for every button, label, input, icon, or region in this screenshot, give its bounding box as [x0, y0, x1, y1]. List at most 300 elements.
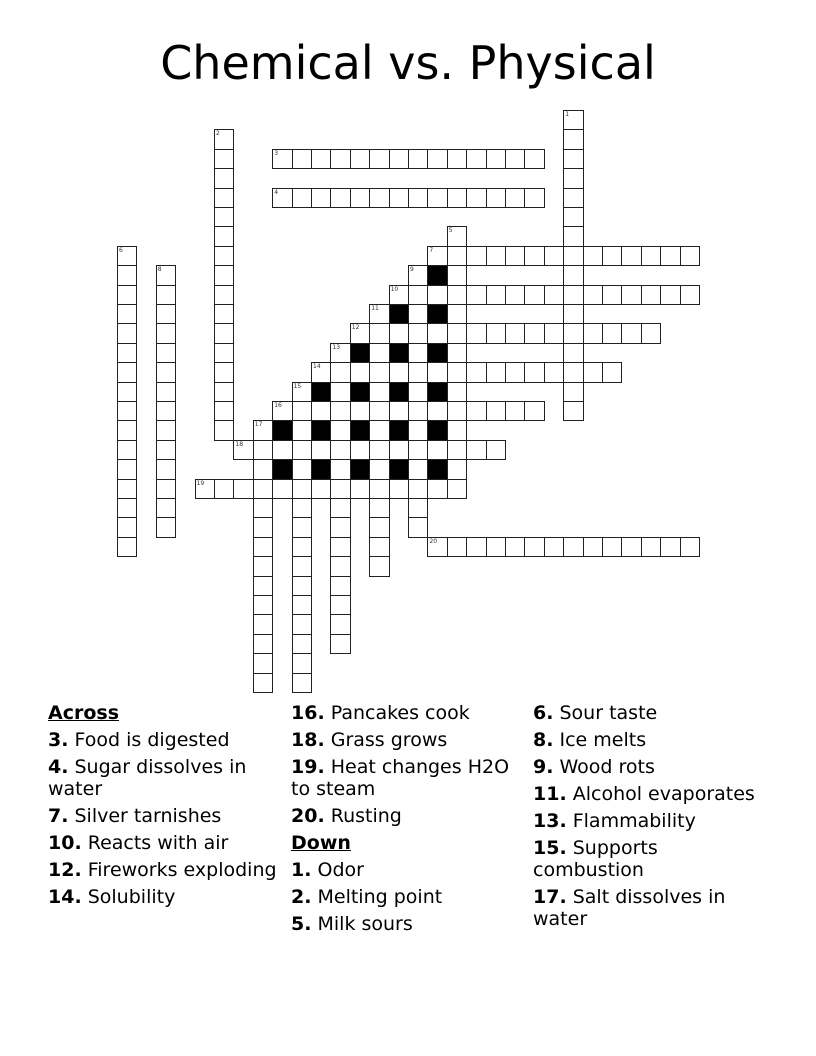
grid-cell[interactable]: [563, 207, 583, 227]
grid-cell[interactable]: [330, 634, 350, 654]
grid-cell[interactable]: [292, 576, 312, 596]
grid-cell[interactable]: [292, 382, 312, 402]
grid-cell[interactable]: [330, 149, 350, 169]
clue-text: Milk sours: [317, 913, 413, 935]
grid-cell[interactable]: [369, 401, 389, 421]
grid-cell[interactable]: [292, 517, 312, 537]
grid-cell[interactable]: [117, 362, 137, 382]
grid-cell[interactable]: [156, 517, 176, 537]
grid-cell[interactable]: [292, 498, 312, 518]
clue-number-label: 14: [313, 363, 321, 371]
grid-cell[interactable]: [427, 479, 447, 499]
grid-cell[interactable]: [330, 188, 350, 208]
grid-cell[interactable]: [389, 149, 409, 169]
grid-cell[interactable]: [389, 440, 409, 460]
grid-cell[interactable]: [253, 420, 273, 440]
grid-cell[interactable]: [466, 440, 486, 460]
grid-cell[interactable]: [292, 673, 312, 693]
grid-cell[interactable]: [272, 440, 292, 460]
grid-cell[interactable]: [408, 459, 428, 479]
grid-cell[interactable]: [408, 265, 428, 285]
grid-cell[interactable]: [563, 168, 583, 188]
grid-cell[interactable]: [447, 226, 467, 246]
grid-cell[interactable]: [486, 362, 506, 382]
grid-cell[interactable]: [369, 498, 389, 518]
grid-cell[interactable]: [408, 440, 428, 460]
grid-cell[interactable]: [641, 537, 661, 557]
grid-cell[interactable]: [369, 420, 389, 440]
grid-cell[interactable]: [272, 479, 292, 499]
grid-cell[interactable]: [272, 149, 292, 169]
clue-number: 16.: [291, 702, 325, 724]
grid-cell[interactable]: [311, 401, 331, 421]
grid-cell[interactable]: [602, 285, 622, 305]
grid-cell[interactable]: [389, 362, 409, 382]
grid-cell[interactable]: [292, 595, 312, 615]
grid-cell[interactable]: [330, 595, 350, 615]
grid-cell[interactable]: [330, 517, 350, 537]
grid-cell[interactable]: [486, 246, 506, 266]
grid-cell[interactable]: [253, 537, 273, 557]
grid-cell[interactable]: [408, 479, 428, 499]
grid-cell[interactable]: [350, 188, 370, 208]
grid-cell[interactable]: [117, 382, 137, 402]
black-cell: [427, 420, 447, 440]
grid-cell[interactable]: [524, 188, 544, 208]
grid-cell[interactable]: [117, 323, 137, 343]
grid-cell[interactable]: [292, 401, 312, 421]
grid-cell[interactable]: [641, 323, 661, 343]
grid-cell[interactable]: [292, 149, 312, 169]
grid-cell[interactable]: [486, 440, 506, 460]
grid-cell[interactable]: [389, 401, 409, 421]
grid-cell[interactable]: [156, 362, 176, 382]
grid-cell[interactable]: [621, 323, 641, 343]
grid-cell[interactable]: [156, 498, 176, 518]
grid-cell[interactable]: [505, 401, 525, 421]
grid-cell[interactable]: [350, 362, 370, 382]
grid-cell[interactable]: [330, 576, 350, 596]
grid-cell[interactable]: [524, 537, 544, 557]
grid-cell[interactable]: [369, 149, 389, 169]
grid-cell[interactable]: [253, 673, 273, 693]
clue-number-label: 11: [371, 305, 379, 312]
grid-cell[interactable]: [505, 323, 525, 343]
grid-cell[interactable]: [156, 323, 176, 343]
grid-cell[interactable]: [330, 401, 350, 421]
grid-cell[interactable]: [563, 382, 583, 402]
grid-cell[interactable]: [408, 323, 428, 343]
grid-cell[interactable]: [447, 323, 467, 343]
grid-cell[interactable]: [505, 285, 525, 305]
grid-cell[interactable]: [641, 285, 661, 305]
grid-cell[interactable]: [486, 285, 506, 305]
grid-cell[interactable]: [253, 556, 273, 576]
clue-number-label: 17: [254, 421, 263, 429]
grid-cell[interactable]: [350, 149, 370, 169]
grid-cell[interactable]: [466, 537, 486, 557]
clue-across-7: [48, 805, 278, 827]
grid-cell[interactable]: [117, 517, 137, 537]
grid-cell[interactable]: [350, 401, 370, 421]
grid-cell[interactable]: [253, 614, 273, 634]
grid-cell[interactable]: [350, 323, 370, 343]
grid-cell[interactable]: [214, 168, 234, 188]
grid-cell[interactable]: [214, 401, 234, 421]
grid-cell[interactable]: [389, 323, 409, 343]
grid-cell[interactable]: [447, 188, 467, 208]
clue-number: 15.: [533, 837, 567, 859]
clue-text: Reacts with air: [87, 832, 229, 854]
grid-cell[interactable]: [272, 401, 292, 421]
grid-cell[interactable]: [117, 401, 137, 421]
grid-cell[interactable]: [447, 343, 467, 363]
grid-cell[interactable]: [563, 323, 583, 343]
grid-cell[interactable]: [563, 343, 583, 363]
grid-cell[interactable]: [660, 537, 680, 557]
grid-cell[interactable]: [272, 188, 292, 208]
grid-cell[interactable]: [505, 246, 525, 266]
grid-cell[interactable]: [156, 459, 176, 479]
grid-cell[interactable]: [602, 537, 622, 557]
grid-cell[interactable]: [214, 382, 234, 402]
clue-number: 11.: [533, 783, 567, 805]
grid-cell[interactable]: [447, 479, 467, 499]
grid-cell[interactable]: [117, 420, 137, 440]
grid-cell[interactable]: [389, 188, 409, 208]
grid-cell[interactable]: [369, 537, 389, 557]
grid-cell[interactable]: [427, 401, 447, 421]
grid-cell[interactable]: [369, 440, 389, 460]
black-cell: [350, 420, 370, 440]
grid-cell[interactable]: [563, 265, 583, 285]
grid-cell[interactable]: [156, 304, 176, 324]
grid-cell[interactable]: [680, 537, 700, 557]
grid-cell[interactable]: [583, 362, 603, 382]
grid-cell[interactable]: [369, 304, 389, 324]
grid-cell[interactable]: [583, 246, 603, 266]
grid-cell[interactable]: [292, 614, 312, 634]
clue-number-label: 19: [196, 479, 205, 487]
grid-cell[interactable]: [117, 285, 137, 305]
grid-cell[interactable]: [117, 537, 137, 557]
grid-cell[interactable]: [214, 285, 234, 305]
grid-cell[interactable]: [311, 362, 331, 382]
grid-cell[interactable]: [117, 498, 137, 518]
grid-cell[interactable]: [408, 188, 428, 208]
grid-cell[interactable]: [408, 343, 428, 363]
grid-cell[interactable]: [621, 537, 641, 557]
grid-cell[interactable]: [214, 420, 234, 440]
grid-cell[interactable]: [427, 188, 447, 208]
grid-cell[interactable]: [447, 265, 467, 285]
clue-across-20: [291, 805, 521, 827]
grid-cell[interactable]: [292, 556, 312, 576]
grid-cell[interactable]: [408, 517, 428, 537]
grid-cell[interactable]: [505, 188, 525, 208]
grid-cell[interactable]: [292, 653, 312, 673]
grid-cell[interactable]: [524, 323, 544, 343]
grid-cell[interactable]: [330, 537, 350, 557]
grid-cell[interactable]: [253, 440, 273, 460]
grid-cell[interactable]: [292, 188, 312, 208]
grid-cell[interactable]: [602, 323, 622, 343]
grid-cell[interactable]: [253, 517, 273, 537]
grid-cell[interactable]: [524, 401, 544, 421]
grid-cell[interactable]: [311, 440, 331, 460]
clue-text: Fireworks exploding: [87, 859, 277, 881]
grid-cell[interactable]: [214, 246, 234, 266]
grid-cell[interactable]: [466, 323, 486, 343]
grid-cell[interactable]: [253, 498, 273, 518]
grid-cell[interactable]: [447, 401, 467, 421]
grid-cell[interactable]: [563, 401, 583, 421]
grid-cell[interactable]: [369, 556, 389, 576]
grid-cell[interactable]: [311, 479, 331, 499]
grid-cell[interactable]: [447, 537, 467, 557]
grid-cell[interactable]: [117, 479, 137, 499]
grid-cell[interactable]: [156, 265, 176, 285]
grid-cell[interactable]: [583, 285, 603, 305]
grid-cell[interactable]: [486, 401, 506, 421]
grid-cell[interactable]: [427, 246, 447, 266]
grid-cell[interactable]: [621, 285, 641, 305]
grid-cell[interactable]: [427, 440, 447, 460]
grid-cell[interactable]: [369, 323, 389, 343]
grid-cell[interactable]: [466, 285, 486, 305]
grid-cell[interactable]: [621, 246, 641, 266]
grid-cell[interactable]: [466, 401, 486, 421]
grid-cell[interactable]: [292, 440, 312, 460]
grid-cell[interactable]: [544, 246, 564, 266]
grid-cell[interactable]: [563, 246, 583, 266]
grid-cell[interactable]: [156, 343, 176, 363]
grid-cell[interactable]: [544, 323, 564, 343]
grid-cell[interactable]: [253, 576, 273, 596]
grid-cell[interactable]: [563, 226, 583, 246]
grid-cell[interactable]: [486, 323, 506, 343]
grid-cell[interactable]: [408, 285, 428, 305]
grid-cell[interactable]: [466, 246, 486, 266]
grid-cell[interactable]: [466, 188, 486, 208]
grid-cell[interactable]: [156, 285, 176, 305]
grid-cell[interactable]: [544, 285, 564, 305]
grid-cell[interactable]: [486, 537, 506, 557]
grid-cell[interactable]: [233, 479, 253, 499]
grid-cell[interactable]: [330, 343, 350, 363]
grid-cell[interactable]: [330, 498, 350, 518]
grid-cell[interactable]: [117, 343, 137, 363]
grid-cell[interactable]: [408, 420, 428, 440]
clues-column-3: [533, 702, 773, 935]
grid-cell[interactable]: [408, 362, 428, 382]
grid-cell[interactable]: [311, 188, 331, 208]
grid-cell[interactable]: [602, 362, 622, 382]
grid-cell[interactable]: [253, 634, 273, 654]
grid-cell[interactable]: [563, 110, 583, 130]
grid-cell[interactable]: [427, 537, 447, 557]
grid-cell[interactable]: [156, 479, 176, 499]
grid-cell[interactable]: [408, 304, 428, 324]
clue-number: 14.: [48, 886, 82, 908]
clue-down-9: [533, 756, 773, 778]
grid-cell[interactable]: [156, 401, 176, 421]
grid-cell[interactable]: [117, 304, 137, 324]
clue-down-11: [533, 783, 773, 805]
clue-number: 8.: [533, 729, 554, 751]
grid-cell[interactable]: [524, 285, 544, 305]
clue-across-3: [48, 729, 278, 751]
grid-cell[interactable]: [389, 285, 409, 305]
grid-cell[interactable]: [233, 440, 253, 460]
grid-cell[interactable]: [117, 440, 137, 460]
grid-cell[interactable]: [583, 537, 603, 557]
clue-across-19: [291, 756, 521, 800]
grid-cell[interactable]: [602, 246, 622, 266]
grid-cell[interactable]: [563, 285, 583, 305]
grid-cell[interactable]: [447, 420, 467, 440]
grid-cell[interactable]: [330, 420, 350, 440]
grid-cell[interactable]: [660, 285, 680, 305]
grid-cell[interactable]: [544, 362, 564, 382]
grid-cell[interactable]: [253, 653, 273, 673]
grid-cell[interactable]: [253, 479, 273, 499]
grid-cell[interactable]: [447, 362, 467, 382]
grid-cell[interactable]: [641, 246, 661, 266]
grid-cell[interactable]: [117, 246, 137, 266]
grid-cell[interactable]: [486, 188, 506, 208]
grid-cell[interactable]: [156, 420, 176, 440]
grid-cell[interactable]: [253, 459, 273, 479]
grid-cell[interactable]: [563, 129, 583, 149]
grid-cell[interactable]: [447, 246, 467, 266]
grid-cell[interactable]: [214, 188, 234, 208]
grid-cell[interactable]: [369, 343, 389, 363]
grid-cell[interactable]: [524, 362, 544, 382]
grid-cell[interactable]: [408, 401, 428, 421]
clue-across-4: [48, 756, 278, 800]
grid-cell[interactable]: [156, 440, 176, 460]
grid-cell[interactable]: [214, 226, 234, 246]
grid-cell[interactable]: [447, 285, 467, 305]
clue-number-label: 15: [293, 382, 302, 390]
grid-cell[interactable]: [505, 362, 525, 382]
grid-cell[interactable]: [680, 246, 700, 266]
grid-cell[interactable]: [330, 479, 350, 499]
grid-cell[interactable]: [330, 362, 350, 382]
clue-number-label: 8: [157, 266, 162, 274]
grid-cell[interactable]: [292, 420, 312, 440]
grid-cell[interactable]: [369, 188, 389, 208]
grid-cell[interactable]: [214, 343, 234, 363]
grid-cell[interactable]: [311, 149, 331, 169]
grid-cell[interactable]: [292, 634, 312, 654]
grid-cell[interactable]: [427, 285, 447, 305]
grid-cell[interactable]: [330, 614, 350, 634]
grid-cell[interactable]: [330, 382, 350, 402]
grid-cell[interactable]: [117, 459, 137, 479]
grid-cell[interactable]: [427, 149, 447, 169]
grid-cell[interactable]: [369, 479, 389, 499]
grid-cell[interactable]: [447, 440, 467, 460]
grid-cell[interactable]: [447, 149, 467, 169]
grid-cell[interactable]: [214, 207, 234, 227]
grid-cell[interactable]: [505, 537, 525, 557]
grid-cell[interactable]: [408, 149, 428, 169]
grid-cell[interactable]: [253, 595, 273, 615]
grid-cell[interactable]: [447, 304, 467, 324]
grid-cell[interactable]: [195, 479, 215, 499]
grid-cell[interactable]: [524, 246, 544, 266]
grid-cell[interactable]: [563, 149, 583, 169]
grid-cell[interactable]: [583, 323, 603, 343]
grid-cell[interactable]: [214, 323, 234, 343]
clue-number-label: 18: [235, 440, 244, 448]
grid-cell[interactable]: [369, 382, 389, 402]
grid-cell[interactable]: [214, 265, 234, 285]
grid-cell[interactable]: [214, 129, 234, 149]
grid-cell[interactable]: [369, 517, 389, 537]
grid-cell[interactable]: [292, 479, 312, 499]
clue-number: 12.: [48, 859, 82, 881]
grid-cell[interactable]: [447, 459, 467, 479]
grid-cell[interactable]: [156, 382, 176, 402]
grid-cell[interactable]: [427, 323, 447, 343]
clue-number-label: 7: [429, 246, 434, 254]
grid-cell[interactable]: [486, 149, 506, 169]
clue-number-label: 3: [274, 149, 279, 157]
grid-cell[interactable]: [563, 537, 583, 557]
grid-cell[interactable]: [427, 362, 447, 382]
grid-cell[interactable]: [350, 440, 370, 460]
grid-cell[interactable]: [214, 304, 234, 324]
clue-down-2: [291, 886, 521, 908]
grid-cell[interactable]: [214, 149, 234, 169]
grid-cell[interactable]: [466, 362, 486, 382]
grid-cell[interactable]: [292, 459, 312, 479]
clue-number-label: 13: [332, 343, 341, 351]
grid-cell[interactable]: [660, 246, 680, 266]
grid-cell[interactable]: [563, 362, 583, 382]
grid-cell[interactable]: [680, 285, 700, 305]
grid-cell[interactable]: [563, 188, 583, 208]
grid-cell[interactable]: [350, 479, 370, 499]
clue-text: Alcohol evaporates: [572, 783, 755, 805]
black-cell: [427, 382, 447, 402]
grid-cell[interactable]: [408, 498, 428, 518]
grid-cell[interactable]: [408, 382, 428, 402]
clue-across-14: [48, 886, 278, 908]
grid-cell[interactable]: [214, 479, 234, 499]
grid-cell[interactable]: [369, 362, 389, 382]
clue-number: 1.: [291, 859, 312, 881]
clue-across-16: [291, 702, 521, 724]
grid-cell[interactable]: [330, 556, 350, 576]
grid-cell[interactable]: [369, 459, 389, 479]
grid-cell[interactable]: [292, 537, 312, 557]
grid-cell[interactable]: [447, 382, 467, 402]
grid-cell[interactable]: [544, 537, 564, 557]
grid-cell[interactable]: [330, 440, 350, 460]
grid-cell[interactable]: [117, 265, 137, 285]
grid-cell[interactable]: [524, 149, 544, 169]
grid-cell[interactable]: [214, 362, 234, 382]
grid-cell[interactable]: [466, 149, 486, 169]
grid-cell[interactable]: [505, 149, 525, 169]
grid-cell[interactable]: [389, 479, 409, 499]
grid-cell[interactable]: [563, 304, 583, 324]
grid-cell[interactable]: [330, 459, 350, 479]
